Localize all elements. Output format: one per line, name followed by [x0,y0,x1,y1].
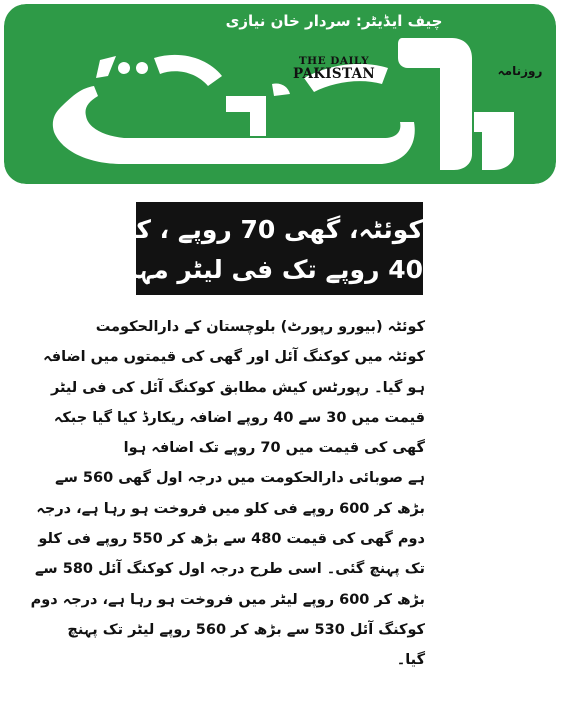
headline-box [21,202,423,295]
editor-in-chief-line: چیف ایڈیٹر: سردار خان نیازی [225,12,443,30]
masthead [4,4,556,184]
headline-line-2: 40 روپے تک فی لیٹر مہنگا [104,255,423,284]
english-title [264,56,404,81]
english-title-line2: PAKISTAN [293,66,375,83]
article-line: تک پہنچ گئی۔ اسی طرح درجہ اول کوکنگ آئل 580 سے [34,561,425,578]
english-title-line1: THE DAILY [298,55,370,67]
article-line: قیمت میں 30 سے 40 روپے اضافہ ریکارڈ کیا گیا جبکہ [53,409,425,426]
article-line: کوئٹہ (بیورو رپورٹ) بلوچستان کے دارالحکومت [95,319,425,335]
article-line: بڑھ کر 600 روپے لیٹر میں فروخت ہو رہا ہے، درجہ دوم [30,591,425,608]
article-line: کوئٹہ میں کوکنگ آئل اور گھی کی قیمتوں میں اضافہ [43,349,425,366]
roznama-label: روزنامہ [497,64,543,78]
article-line: ہے صوبائی دارالحکومت میں درجہ اول گھی 560 سے [55,470,425,487]
article-line: ہو گیا۔ رپورٹس کیش مطابق کوکنگ آئل کی فی لیٹر [50,379,425,396]
article-line: کوکنگ آئل 530 سے بڑھ کر 560 روپے لیٹر تک پہنچ [67,621,425,638]
masthead-background [4,4,556,184]
article-line: گیا۔ [396,652,425,669]
article-line: دوم گھی کی قیمت 480 سے بڑھ کر 550 روپے فی کلو [38,531,425,548]
article-body [30,312,425,676]
headline-line-1: کوئٹہ، گھی 70 روپے ، کوکنگ آئل [21,215,423,244]
article-line: بڑھ کر 600 روپے فی کلو میں فروخت ہو رہا ہے، درجہ [36,500,425,517]
article-line: گھی کی قیمت میں 70 روپے تک اضافہ ہوا [123,440,425,457]
